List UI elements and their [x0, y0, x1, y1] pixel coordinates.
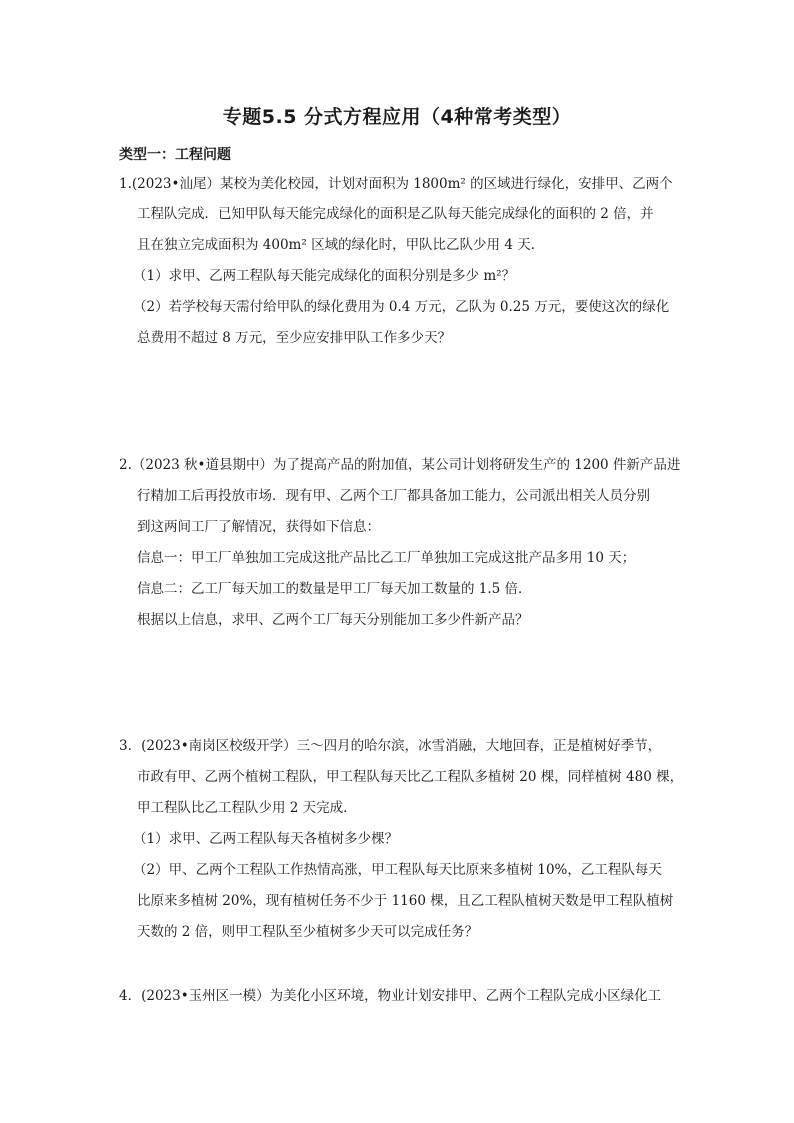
problem-line: 信息二：乙工厂每天加工的数量是甲工厂每天加工数量的 1.5 倍．: [137, 581, 532, 597]
problem-line: 总费用不超过 8 万元，至少应安排甲队工作多少天？: [137, 330, 452, 346]
problem-line: 2.（2023 秋•道县期中）为了提高产品的附加值，某公司计划将研发生产的 1200 件新产品进: [119, 457, 681, 473]
problem-line: （2）甲、乙两个工程队工作热情高涨，甲工程队每天比原来多植树 10%，乙工程队每天: [133, 862, 662, 878]
problem-line: （1）求甲、乙两工程队每天各植树多少棵？: [133, 831, 399, 847]
problem-line: 工程队完成．已知甲队每天能完成绿化的面积是乙队每天能完成绿化的面积的 2 倍，并: [137, 206, 654, 222]
problem-line: 且在独立完成面积为 400m² 区域的绿化时，甲队比乙队少用 4 天．: [137, 237, 545, 253]
problem-line: 行精加工后再投放市场．现有甲、乙两个工厂都具备加工能力，公司派出相关人员分别: [137, 488, 650, 504]
problem-line: （1）求甲、乙两工程队每天能完成绿化的面积分别是多少 m²？: [133, 268, 516, 284]
problem-line: 比原来多植树 20%，现有植树任务不少于 1160 棵，且乙工程队植树天数是甲工程队植树: [137, 893, 674, 909]
page-title: 专题5.5 分式方程应用（4种常考类型）: [222, 106, 572, 128]
problem-line: 4．(2023•玉州区一模）为美化小区环境，物业计划安排甲、乙两个工程队完成小区绿化工: [119, 988, 662, 1004]
problem-line: 信息一：甲工厂单独加工完成这批产品比乙工厂单独加工完成这批产品多用 10 天；: [137, 550, 636, 566]
problem-line: 到这两间工厂了解情况，获得如下信息：: [137, 519, 380, 535]
problem-line: 根据以上信息，求甲、乙两个工厂每天分别能加工多少件新产品？: [137, 612, 529, 628]
problem-line: （2）若学校每天需付给甲队的绿化费用为 0.4 万元，乙队为 0.25 万元，要使这次的绿化: [133, 299, 670, 315]
problem-line: 市政有甲、乙两个植树工程队，甲工程队每天比乙工程队多植树 20 棵，同样植树 480 棵，: [137, 769, 684, 785]
problem-line: 甲工程队比乙工程队少用 2 天完成．: [137, 800, 357, 816]
problem-line: 1.(2023•汕尾）某校为美化校园，计划对面积为 1800m² 的区域进行绿化，安排甲、乙两个: [119, 176, 673, 192]
section-heading: 类型一：工程问题: [119, 147, 231, 163]
problem-line: 3．(2023•南岗区校级开学）三～四月的哈尔滨，冰雪消融，大地回春，正是植树好季节，: [119, 738, 662, 754]
problem-line: 天数的 2 倍，则甲工程队至少植树多少天可以完成任务？: [137, 924, 479, 940]
